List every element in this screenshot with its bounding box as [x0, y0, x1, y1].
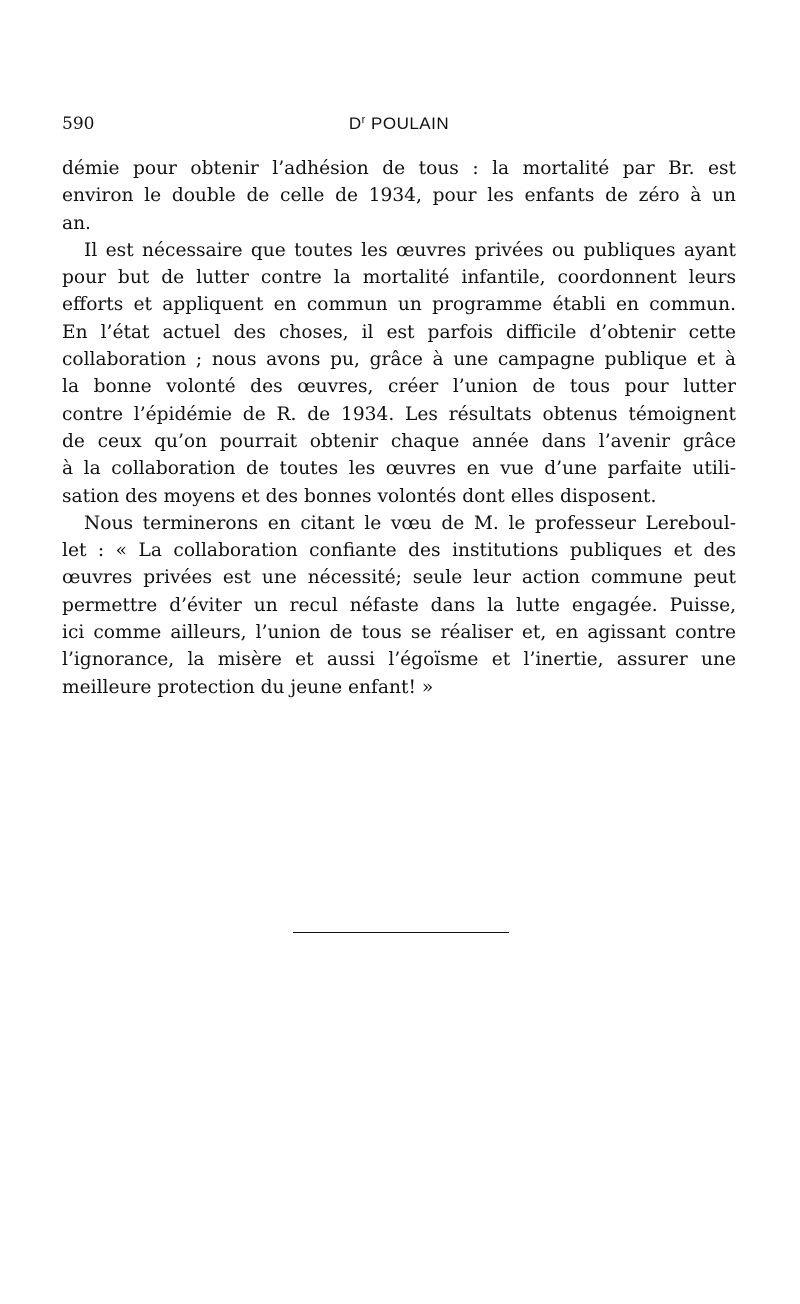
text-line: an.: [62, 212, 91, 234]
text-line: sation des moyens et des bonnes volontés dont elles disposent.: [62, 485, 657, 507]
closing-rule: [293, 932, 509, 933]
running-head: [62, 114, 736, 138]
text-line: collaboration ; nous avons pu, grâce à une campagne publique et à: [62, 349, 736, 371]
text-line: Nous terminerons en citant le vœu de M. le professeur Lereboul-: [84, 512, 736, 534]
running-head-author: [62, 114, 736, 134]
author-name: POULAIN: [371, 114, 450, 133]
text-line: l’ignorance, la misère et aussi l’égoïsme et l’inertie, assurer une: [62, 649, 736, 671]
text-line: ici comme ailleurs, l’union de tous se réaliser et, en agissant contre: [62, 622, 736, 644]
body-text: [62, 155, 736, 701]
text-line: la bonne volonté des œuvres, créer l’union de tous pour lutter: [62, 376, 736, 398]
author-title-superscript: r: [361, 114, 366, 126]
text-line: En l’état actuel des choses, il est parfois difficile d’obtenir cette: [62, 321, 736, 343]
text-line: à la collaboration de toutes les œuvres en vue d’une parfaite utili-: [62, 458, 736, 480]
text-line: Il est nécessaire que toutes les œuvres privées ou publiques ayant: [84, 239, 736, 261]
text-line: permettre d’éviter un recul néfaste dans la lutte engagée. Puisse,: [62, 594, 736, 616]
text-line: contre l’épidémie de R. de 1934. Les résultats obtenus témoignent: [62, 403, 736, 425]
text-line: efforts et appliquent en commun un programme établi en commun.: [62, 294, 736, 316]
text-line: let : « La collaboration confiante des institutions publiques et des: [62, 540, 736, 562]
paragraph-conclusion: [62, 510, 736, 701]
paragraph-coordination: [62, 237, 736, 510]
text-line: environ le double de celle de 1934, pour les enfants de zéro à un: [62, 185, 736, 207]
text-line: démie pour obtenir l’adhésion de tous : la mortalité par Br. est: [62, 158, 736, 179]
text-line: œuvres privées est une nécessité; seule leur action commune peut: [62, 567, 736, 589]
text-line: meilleure protection du jeune enfant! »: [62, 676, 434, 698]
page-number: 590: [62, 114, 95, 134]
text-line: de ceux qu’on pourrait obtenir chaque année dans l’avenir grâce: [62, 430, 736, 452]
author-title-prefix: D: [348, 114, 362, 133]
text-line: pour but de lutter contre la mortalité infantile, coordonnent leurs: [62, 267, 736, 289]
paragraph-continuation: [62, 155, 736, 237]
